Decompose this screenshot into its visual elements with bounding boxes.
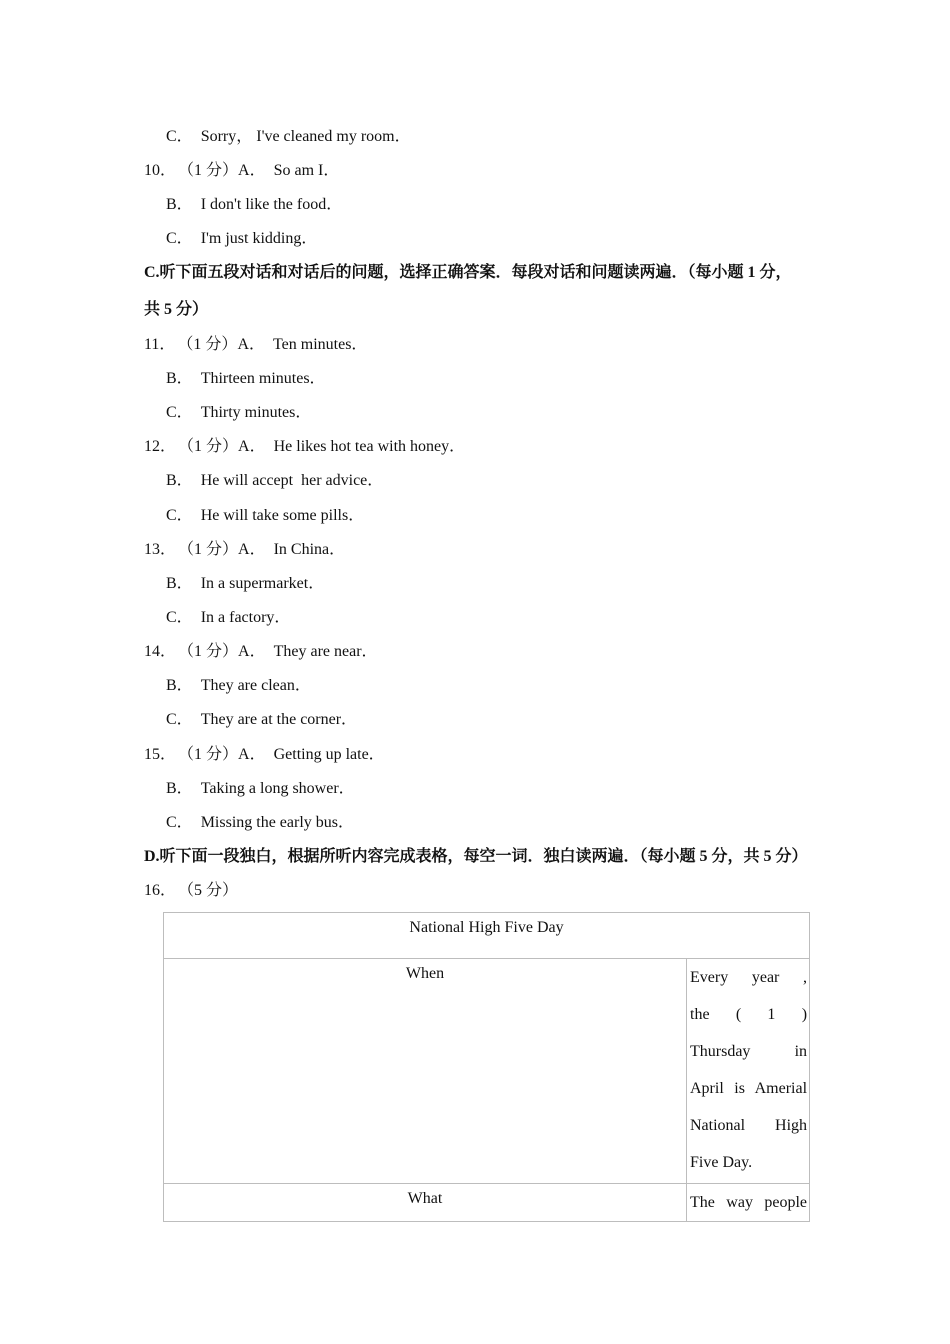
cell-line: National High <box>690 1117 808 1134</box>
option-9c: C． Sorry， I've cleaned my room． <box>166 128 411 145</box>
option-14b: B． They are clean． <box>166 677 311 694</box>
option-11b: B． Thirteen minutes． <box>166 370 326 387</box>
table-row-when <box>164 959 810 1184</box>
option-13b: B． In a supermarket． <box>166 575 325 592</box>
question-10: 10． （1 分）A． So am I． <box>144 162 340 179</box>
option-10c: C． I'm just kidding． <box>166 230 318 247</box>
option-10b: B． I don't like the food． <box>166 196 343 213</box>
option-12c: C． He will take some pills． <box>166 507 365 524</box>
row-content-what <box>687 1184 810 1222</box>
question-14: 14． （1 分）A． They are near． <box>144 643 378 660</box>
cell-line: Every year , <box>690 969 808 986</box>
row-label-when: When <box>164 959 687 1184</box>
section-c-heading: C.听下面五段对话和对话后的问题，选择正确答案．每段对话和问题读两遍．（每小题 1 分， <box>144 264 792 281</box>
answer-table <box>163 912 810 1222</box>
option-11c: C． Thirty minutes． <box>166 404 312 421</box>
option-14c: C． They are at the corner． <box>166 711 358 728</box>
cell-line: The way people <box>690 1194 808 1211</box>
question-13: 13． （1 分）A． In China． <box>144 541 346 558</box>
table-row-what <box>164 1184 810 1222</box>
question-12: 12． （1 分）A． He likes hot tea with honey． <box>144 438 466 455</box>
option-15c: C． Missing the early bus． <box>166 814 355 831</box>
cell-line: Five Day. <box>690 1154 753 1171</box>
table-title: National High Five Day <box>164 913 810 959</box>
option-13c: C． In a factory． <box>166 609 291 626</box>
cell-line: Thursday in <box>690 1043 808 1060</box>
option-12b: B． He will accept her advice． <box>166 472 384 489</box>
row-content-when <box>687 959 810 1184</box>
row-label-what: What <box>164 1184 687 1222</box>
option-15b: B． Taking a long shower． <box>166 780 355 797</box>
section-c-heading-cont: 共 5 分） <box>144 301 209 318</box>
question-11: 11． （1 分）A． Ten minutes． <box>144 336 368 353</box>
question-15: 15． （1 分）A． Getting up late． <box>144 746 385 763</box>
cell-line: the ( 1 ) <box>690 1006 808 1023</box>
question-16: 16． （5 分） <box>144 882 239 899</box>
section-d-heading: D.听下面一段独白，根据所听内容完成表格，每空一词．独白读两遍．（每小题 5 分，共 5 分） <box>144 848 808 865</box>
cell-line: April is Amerial <box>690 1080 808 1097</box>
